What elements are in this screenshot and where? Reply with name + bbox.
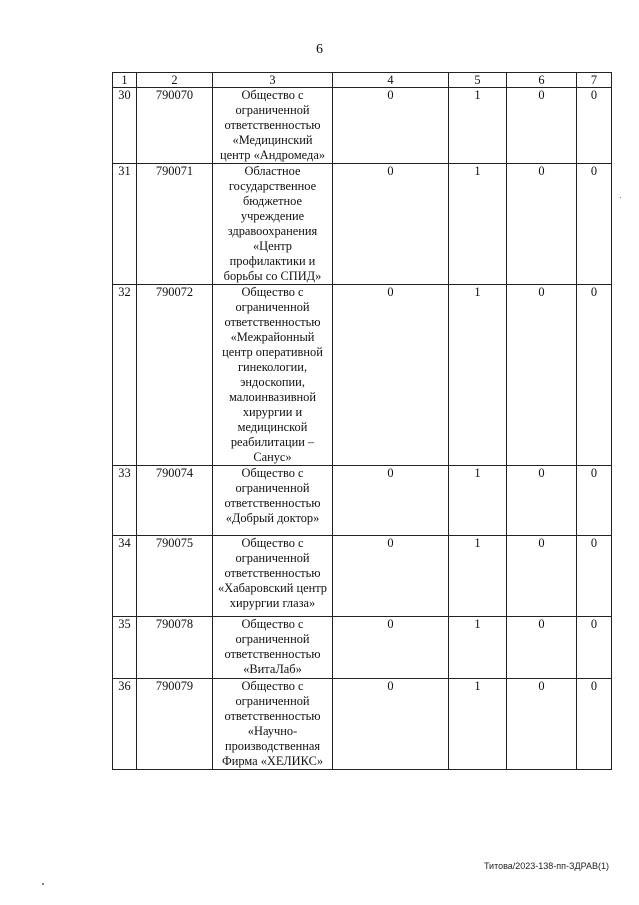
code-cell: 790075	[137, 536, 213, 617]
col5-cell: 1	[449, 466, 507, 536]
code-cell: 790079	[137, 679, 213, 770]
code-cell: 790078	[137, 617, 213, 679]
scan-speck	[42, 883, 44, 885]
table-row	[113, 164, 612, 285]
organization-name-cell: Общество с ограниченной ответственностью «Межрайонный центр оперативной гинекологии, эндоскопии, малоинвазивной хирургии и медицинской реабилитации – Санус»	[213, 285, 333, 466]
col6-cell: 0	[507, 88, 577, 164]
col4-cell: 0	[333, 164, 449, 285]
col7-cell: 0	[577, 164, 612, 285]
col5-cell: 1	[449, 88, 507, 164]
row-number-cell: 30	[113, 88, 137, 164]
col4-cell: 0	[333, 88, 449, 164]
col6-cell: 0	[507, 536, 577, 617]
code-cell: 790070	[137, 88, 213, 164]
col4-cell: 0	[333, 536, 449, 617]
code-cell: 790072	[137, 285, 213, 466]
table-row	[113, 466, 612, 536]
col6-cell: 0	[507, 679, 577, 770]
table-row	[113, 679, 612, 770]
document-footer-code: Титова/2023-138-пп-ЗДРАВ(1)	[483, 861, 609, 871]
table-row	[113, 88, 612, 164]
col4-cell: 0	[333, 679, 449, 770]
page-number: 6	[316, 42, 323, 57]
header-cell: 7	[577, 73, 612, 88]
col6-cell: 0	[507, 285, 577, 466]
col7-cell: 0	[577, 88, 612, 164]
row-number-cell: 34	[113, 536, 137, 617]
header-cell: 4	[333, 73, 449, 88]
col7-cell: 0	[577, 285, 612, 466]
header-cell: 1	[113, 73, 137, 88]
header-cell: 2	[137, 73, 213, 88]
col6-cell: 0	[507, 617, 577, 679]
col4-cell: 0	[333, 466, 449, 536]
organization-name-cell: Областное государственное бюджетное учреждение здравоохранения «Центр профилактики и борьбы со СПИД»	[213, 164, 333, 285]
row-number-cell: 36	[113, 679, 137, 770]
table-row	[113, 285, 612, 466]
col7-cell: 0	[577, 679, 612, 770]
organization-name-cell: Общество с ограниченной ответственностью «Научно- производственная Фирма «ХЕЛИКС»	[213, 679, 333, 770]
header-cell: 5	[449, 73, 507, 88]
col5-cell: 1	[449, 164, 507, 285]
scan-speck	[620, 197, 621, 198]
organization-name-cell: Общество с ограниченной ответственностью «ВитаЛаб»	[213, 617, 333, 679]
row-number-cell: 31	[113, 164, 137, 285]
organization-name-cell: Общество с ограниченной ответственностью «Медицинский центр «Андромеда»	[213, 88, 333, 164]
row-number-cell: 32	[113, 285, 137, 466]
col5-cell: 1	[449, 536, 507, 617]
col7-cell: 0	[577, 536, 612, 617]
col4-cell: 0	[333, 285, 449, 466]
organization-name-cell: Общество с ограниченной ответственностью «Хабаровский центр хирургии глаза»	[213, 536, 333, 617]
row-number-cell: 33	[113, 466, 137, 536]
col7-cell: 0	[577, 466, 612, 536]
col5-cell: 1	[449, 285, 507, 466]
data-table	[112, 72, 612, 770]
code-cell: 790071	[137, 164, 213, 285]
table-row	[113, 617, 612, 679]
col6-cell: 0	[507, 466, 577, 536]
col4-cell: 0	[333, 617, 449, 679]
row-number-cell: 35	[113, 617, 137, 679]
col6-cell: 0	[507, 164, 577, 285]
col7-cell: 0	[577, 617, 612, 679]
header-cell: 6	[507, 73, 577, 88]
table-header-row	[113, 73, 612, 88]
col5-cell: 1	[449, 679, 507, 770]
code-cell: 790074	[137, 466, 213, 536]
table-row	[113, 536, 612, 617]
col5-cell: 1	[449, 617, 507, 679]
organization-name-cell: Общество с ограниченной ответственностью «Добрый доктор»	[213, 466, 333, 536]
header-cell: 3	[213, 73, 333, 88]
